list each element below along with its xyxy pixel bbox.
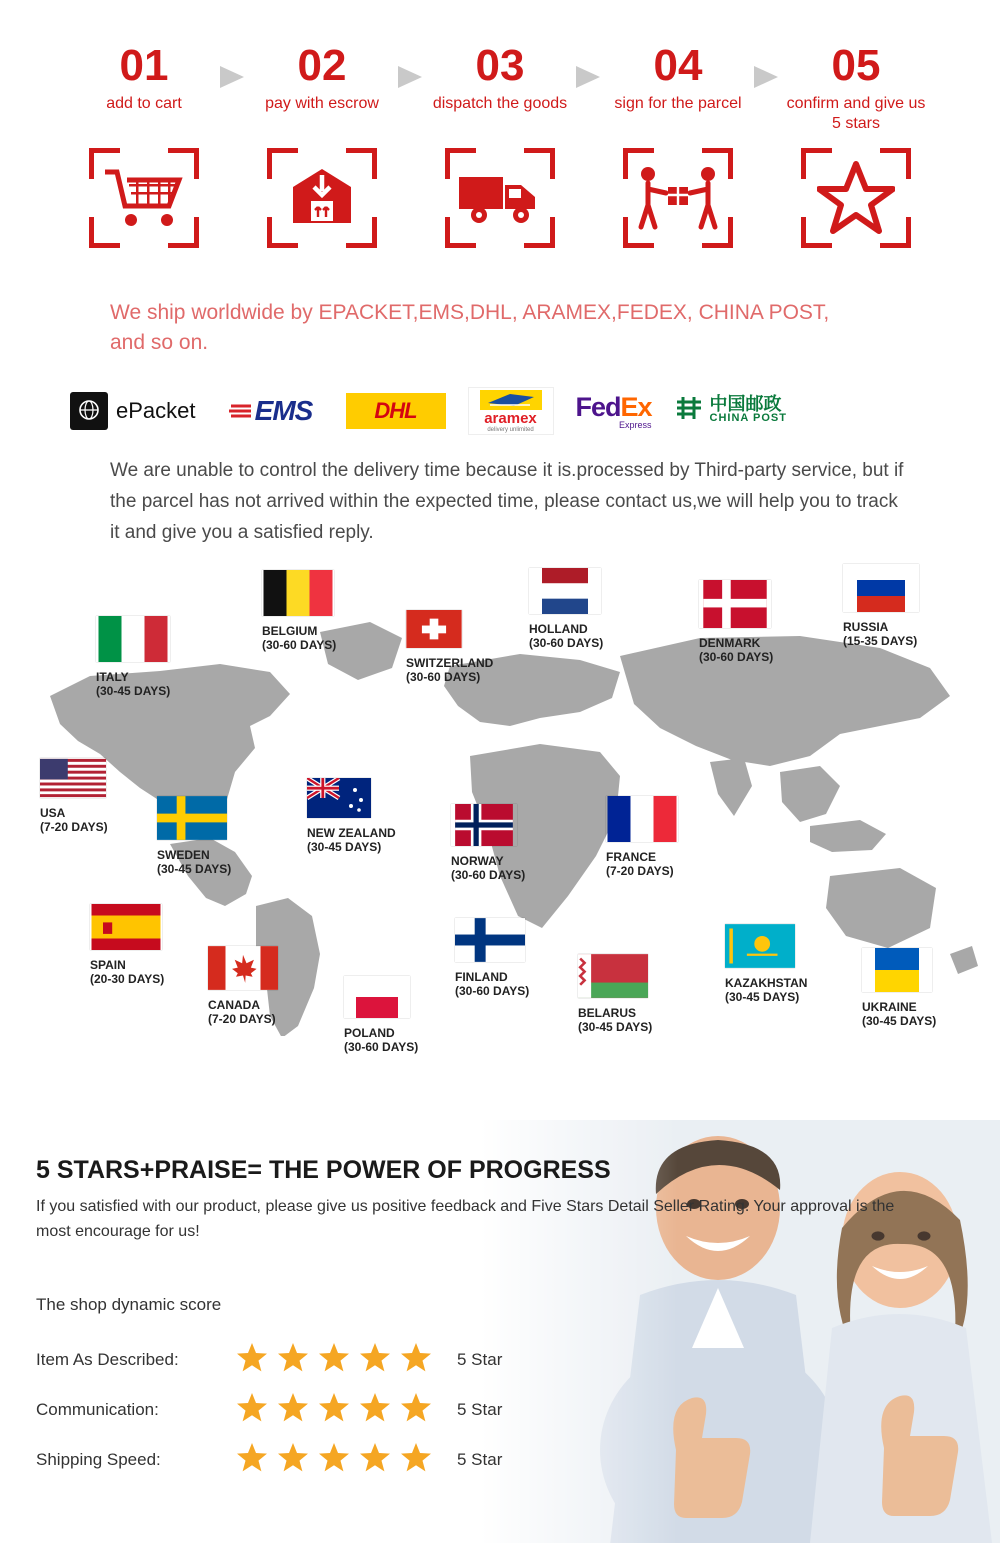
step-number: 01 [119, 41, 169, 90]
star-icon [400, 1442, 432, 1478]
country-new-zealand [307, 778, 396, 854]
china-post-label-cn: 中国邮政 [709, 394, 782, 414]
carrier-dhl [346, 393, 446, 429]
step-label: pay with escrow [265, 95, 379, 112]
rating-value: 5 Star [457, 1400, 503, 1419]
shipping-notice-line1: We ship worldwide by EPACKET,EMS,DHL, ARAMEX,FEDEX, CHINA POST, [110, 301, 830, 324]
feedback-section [0, 1120, 1000, 1543]
fedex-label-fed: Fed [575, 392, 621, 422]
step-03 [425, 40, 575, 114]
star-icon [236, 1442, 268, 1478]
china-post-emblem-icon [674, 393, 704, 430]
country-days: (7-20 DAYS) [606, 864, 674, 878]
star-rating [236, 1342, 441, 1378]
country-days: (30-45 DAYS) [862, 1014, 937, 1028]
star-icon [318, 1442, 350, 1478]
fedex-sublabel: Express [619, 420, 652, 430]
flag-kazakhstan-icon [725, 924, 795, 968]
country-canada [208, 946, 278, 1026]
flag-belgium-icon [262, 570, 334, 616]
star-icon [318, 1392, 350, 1428]
delivery-truck-icon [445, 148, 555, 248]
country-name: POLAND [344, 1026, 395, 1040]
flag-italy-icon [96, 616, 170, 662]
carrier-fedex [576, 392, 652, 430]
flag-usa-icon [40, 758, 106, 798]
country-days: (30-60 DAYS) [451, 868, 526, 882]
carrier-epacket [70, 392, 196, 430]
rating-row-shipping-speed [36, 1442, 502, 1478]
star-icon [318, 1342, 350, 1378]
flag-newzealand-icon [307, 778, 371, 818]
step-icon-box-01 [69, 148, 219, 248]
country-days: (7-20 DAYS) [208, 1012, 276, 1026]
country-days: (7-20 DAYS) [40, 820, 108, 834]
country-holland [529, 568, 603, 650]
ems-label: EMS [254, 395, 313, 426]
country-france [606, 796, 678, 878]
star-icon [359, 1442, 391, 1478]
star-icon [277, 1442, 309, 1478]
order-steps-section [0, 40, 1000, 248]
step-label: add to cart [106, 95, 182, 112]
arrow-icon [753, 66, 781, 88]
dhl-label: DHL [374, 398, 417, 423]
country-name: UKRAINE [862, 1000, 917, 1014]
shop-dynamic-score-heading: The shop dynamic score [36, 1295, 222, 1314]
country-norway [451, 804, 525, 882]
rating-value: 5 Star [457, 1350, 503, 1369]
country-kazakhstan [725, 924, 807, 1004]
country-name: NORWAY [451, 854, 504, 868]
country-name: DENMARK [699, 636, 761, 650]
star-rating [236, 1392, 441, 1428]
rating-label: Shipping Speed: [36, 1450, 161, 1469]
country-denmark [699, 580, 773, 664]
aramex-tagline: delivery unlimited [487, 426, 534, 433]
country-name: NEW ZEALAND [307, 826, 396, 840]
step-05 [781, 40, 931, 134]
flag-france-icon [606, 796, 678, 842]
flag-spain-icon [90, 904, 162, 950]
country-name: RUSSIA [843, 620, 889, 634]
step-number: 05 [831, 41, 881, 90]
flag-sweden-icon [157, 796, 227, 840]
country-days: (30-60 DAYS) [262, 638, 337, 652]
country-spain [90, 904, 164, 986]
country-belgium [262, 570, 336, 652]
step-label: confirm and give us 5 stars [786, 95, 926, 132]
carrier-ems [218, 391, 324, 431]
star-rating [236, 1442, 441, 1478]
country-name: FINLAND [455, 970, 508, 984]
country-name: USA [40, 806, 66, 820]
step-icon-box-05 [781, 148, 931, 248]
country-russia [843, 564, 919, 648]
star-icon [236, 1342, 268, 1378]
shopping-cart-icon [89, 148, 199, 248]
flag-belarus-icon [578, 954, 648, 998]
step-number: 02 [297, 41, 347, 90]
fedex-label-ex: Ex [620, 392, 652, 422]
star-icon [359, 1392, 391, 1428]
flag-ukraine-icon [862, 948, 932, 992]
country-days: (30-45 DAYS) [725, 990, 800, 1004]
flag-finland-icon [455, 918, 525, 962]
country-name: KAZAKHSTAN [725, 976, 808, 990]
star-icon [277, 1392, 309, 1428]
country-name: SWEDEN [157, 848, 210, 862]
star-icon [359, 1342, 391, 1378]
country-days: (15-35 DAYS) [843, 634, 918, 648]
country-switzerland [406, 610, 493, 684]
country-name: BELARUS [578, 1006, 637, 1020]
country-name: FRANCE [606, 850, 656, 864]
steps-icons-row [0, 148, 1000, 248]
star-icon [400, 1342, 432, 1378]
ems-swoosh-icon [229, 398, 255, 424]
epacket-globe-icon [70, 392, 108, 430]
country-name: SPAIN [90, 958, 126, 972]
flag-denmark-icon [699, 580, 771, 628]
rating-row-communication [36, 1392, 502, 1428]
carrier-logos-row [70, 382, 950, 440]
flag-norway-icon [451, 804, 517, 846]
step-icon-box-04 [603, 148, 753, 248]
step-number: 03 [475, 41, 525, 90]
country-ukraine [862, 948, 936, 1028]
rating-row-item-as-described [36, 1342, 502, 1378]
arrow-icon [575, 66, 603, 88]
star-icon [236, 1392, 268, 1428]
step-02 [247, 40, 397, 114]
box-download-icon [267, 148, 377, 248]
worldwide-shipping-notice [110, 298, 930, 358]
country-italy [96, 616, 170, 698]
country-days: (30-60 DAYS) [699, 650, 774, 664]
delivery-time-paragraph: We are unable to control the delivery time because it is.processed by Third-party service, but if the parcel has not arrived within the expected time, please contact us,we will help you to track it and give you a satisfied reply. [110, 460, 904, 543]
country-days: (30-60 DAYS) [406, 670, 481, 684]
country-days: (30-45 DAYS) [96, 684, 171, 698]
step-label: sign for the parcel [614, 95, 742, 112]
country-usa [40, 758, 108, 834]
country-name: HOLLAND [529, 622, 588, 636]
aramex-plane-icon [480, 390, 542, 410]
country-name: CANADA [208, 998, 260, 1012]
china-post-label-en: CHINA POST [709, 412, 787, 424]
country-belarus [578, 954, 652, 1034]
country-name: SWITZERLAND [406, 656, 494, 670]
arrow-icon [219, 66, 247, 88]
flag-holland-icon [529, 568, 601, 614]
world-shipping-map [0, 556, 1000, 1096]
star-icon [277, 1342, 309, 1378]
step-04 [603, 40, 753, 114]
country-poland [344, 976, 418, 1054]
rating-value: 5 Star [457, 1450, 503, 1469]
handover-parcel-icon [623, 148, 733, 248]
step-01 [69, 40, 219, 114]
flag-switzerland-icon [406, 610, 462, 648]
rating-label: Item As Described: [36, 1350, 179, 1369]
step-label: dispatch the goods [432, 95, 568, 112]
country-days: (30-45 DAYS) [578, 1020, 653, 1034]
country-sweden [157, 796, 231, 876]
feedback-title: 5 STARS+PRAISE= THE POWER OF PROGRESS [36, 1156, 611, 1184]
flag-russia-icon [843, 564, 919, 612]
country-finland [455, 918, 529, 998]
star-icon [400, 1392, 432, 1428]
step-icon-box-03 [425, 148, 575, 248]
carrier-china-post [674, 393, 787, 430]
country-days: (30-60 DAYS) [529, 636, 604, 650]
country-days: (30-45 DAYS) [307, 840, 382, 854]
country-name: BELGIUM [262, 624, 318, 638]
steps-numbers-row [0, 40, 1000, 134]
star-icon [801, 148, 911, 248]
country-days: (20-30 DAYS) [90, 972, 165, 986]
country-days: (30-60 DAYS) [344, 1040, 419, 1054]
rating-label: Communication: [36, 1400, 159, 1419]
country-days: (30-45 DAYS) [157, 862, 232, 876]
flag-canada-icon [208, 946, 278, 990]
shipping-notice-line2: and so on. [110, 331, 209, 354]
flag-poland-icon [344, 976, 410, 1018]
epacket-label: ePacket [116, 398, 196, 423]
carrier-aramex [468, 387, 554, 435]
aramex-label: aramex [484, 409, 537, 427]
feedback-subtitle: If you satisfied with our product, please give us positive feedback and Five Stars Detail Seller Rating. Your approval is the most encourage for us! [36, 1198, 895, 1240]
step-number: 04 [653, 41, 703, 90]
step-icon-box-02 [247, 148, 397, 248]
arrow-icon [397, 66, 425, 88]
country-name: ITALY [96, 670, 129, 684]
country-days: (30-60 DAYS) [455, 984, 530, 998]
